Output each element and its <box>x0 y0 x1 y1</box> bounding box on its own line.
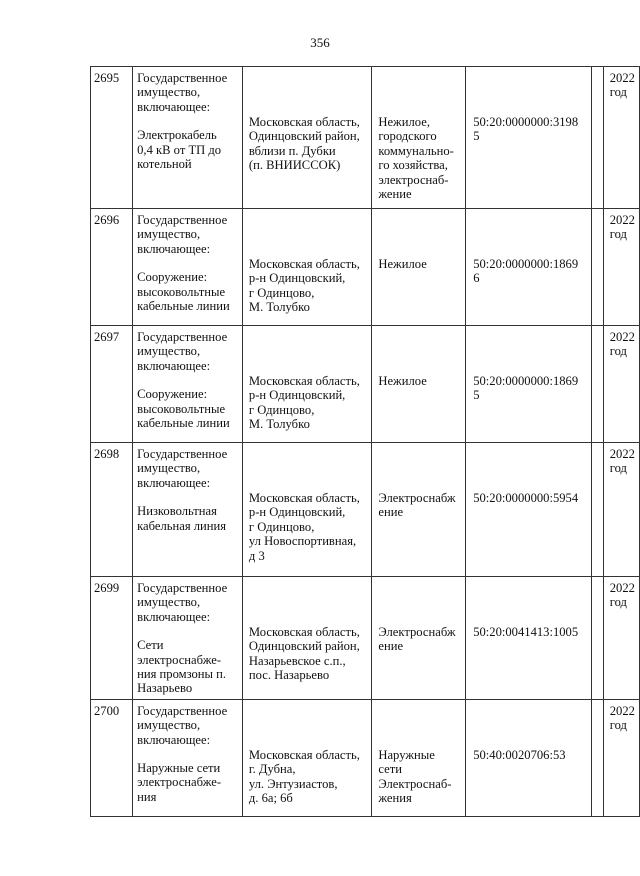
cadastral-number: 50:20:0000000:5954 <box>473 491 579 505</box>
address: Московская область, р-н Одинцовский, г Одинцово, М. Толубко <box>248 257 360 315</box>
row-number: 2697 <box>91 326 133 443</box>
address-cell <box>242 699 371 816</box>
year-cell <box>603 577 639 700</box>
row-number: 2699 <box>91 577 133 700</box>
purpose: Электроснабж ение <box>378 491 456 520</box>
address: Московская область, Одинцовский район, Назарьевское с.п., пос. Назарьево <box>248 625 360 683</box>
table-row <box>91 209 640 326</box>
purpose: Нежилое <box>378 257 427 271</box>
property-header: Государственное имущество, включающее: <box>137 213 228 256</box>
table-row <box>91 699 640 816</box>
address-cell <box>242 326 371 443</box>
purpose: Электроснабж ение <box>378 625 456 654</box>
row-number: 2700 <box>91 699 133 816</box>
empty-cell <box>592 326 603 443</box>
property-name-cell <box>133 326 243 443</box>
cadastral-number: 50:20:0000000:3198 5 <box>473 115 579 144</box>
property-header: Государственное имущество, включающее: <box>137 330 228 373</box>
empty-cell <box>592 577 603 700</box>
address-cell <box>242 67 371 209</box>
address: Московская область, р-н Одинцовский, г Одинцово, М. Толубко <box>248 374 360 432</box>
year-cell <box>603 67 639 209</box>
purpose-cell <box>372 67 466 209</box>
property-item: Электрокабель 0,4 кВ от ТП до котельной <box>137 128 222 172</box>
property-header: Государственное имущество, включающее: <box>137 581 228 624</box>
year-cell <box>603 326 639 443</box>
empty-cell <box>592 443 603 577</box>
cadastral-cell <box>466 699 592 816</box>
empty-cell <box>592 209 603 326</box>
property-name-cell <box>133 699 243 816</box>
year: 2022 год <box>609 581 635 610</box>
property-item: Сети электроснабже- ния промзоны п. Назарьево <box>137 638 227 696</box>
table-row <box>91 67 640 209</box>
property-header: Государственное имущество, включающее: <box>137 71 228 114</box>
address-cell <box>242 443 371 577</box>
table-row <box>91 326 640 443</box>
purpose-cell <box>372 443 466 577</box>
year: 2022 год <box>609 213 635 242</box>
property-name-cell <box>133 67 243 209</box>
empty-cell <box>592 699 603 816</box>
cadastral-number: 50:40:0020706:53 <box>473 747 566 762</box>
purpose-cell <box>372 209 466 326</box>
purpose: Нежилое, городского коммунально- го хозяйства, электроснаб- жение <box>378 115 454 202</box>
property-name-cell <box>133 577 243 700</box>
property-registry-table <box>90 66 640 817</box>
cadastral-number: 50:20:0041413:1005 <box>473 625 579 639</box>
property-item: Наружные сети электроснабже- ния <box>137 761 222 804</box>
address: Московская область, г. Дубна, ул. Энтузиастов, д. 6а; 6б <box>248 747 360 806</box>
property-name-cell <box>133 209 243 326</box>
cadastral-number: 50:20:0000000:1869 5 <box>473 374 579 403</box>
purpose: Наружные сети Электроснаб- жения <box>378 747 452 806</box>
cadastral-cell <box>466 67 592 209</box>
cadastral-number: 50:20:0000000:1869 6 <box>473 257 579 286</box>
address-cell <box>242 209 371 326</box>
purpose-cell <box>372 326 466 443</box>
year-cell <box>603 699 639 816</box>
property-header: Государственное имущество, включающее: <box>137 703 228 747</box>
page-number: 356 <box>310 35 330 50</box>
purpose-cell <box>372 577 466 700</box>
row-number: 2696 <box>91 209 133 326</box>
table-row <box>91 577 640 700</box>
table-row <box>91 443 640 577</box>
year: 2022 год <box>609 447 635 476</box>
property-item: Низковольтная кабельная линия <box>137 504 227 533</box>
property-header: Государственное имущество, включающее: <box>137 447 228 490</box>
year-cell <box>603 209 639 326</box>
year: 2022 год <box>609 703 635 733</box>
property-item: Сооружение: высоковольтные кабельные линии <box>137 270 230 314</box>
property-item: Сооружение: высоковольтные кабельные линии <box>137 387 230 431</box>
row-number: 2698 <box>91 443 133 577</box>
row-number: 2695 <box>91 67 133 209</box>
purpose: Нежилое <box>378 374 427 388</box>
year-cell <box>603 443 639 577</box>
year: 2022 год <box>609 330 635 359</box>
property-name-cell <box>133 443 243 577</box>
address-cell <box>242 577 371 700</box>
year: 2022 год <box>609 71 635 100</box>
cadastral-cell <box>466 209 592 326</box>
cadastral-cell <box>466 443 592 577</box>
purpose-cell <box>372 699 466 816</box>
address: Московская область, Одинцовский район, вблизи п. Дубки (п. ВНИИССОК) <box>248 115 360 173</box>
cadastral-cell <box>466 326 592 443</box>
address: Московская область, р-н Одинцовский, г Одинцово, ул Новоспортивная, д 3 <box>248 491 360 563</box>
cadastral-cell <box>466 577 592 700</box>
empty-cell <box>592 67 603 209</box>
